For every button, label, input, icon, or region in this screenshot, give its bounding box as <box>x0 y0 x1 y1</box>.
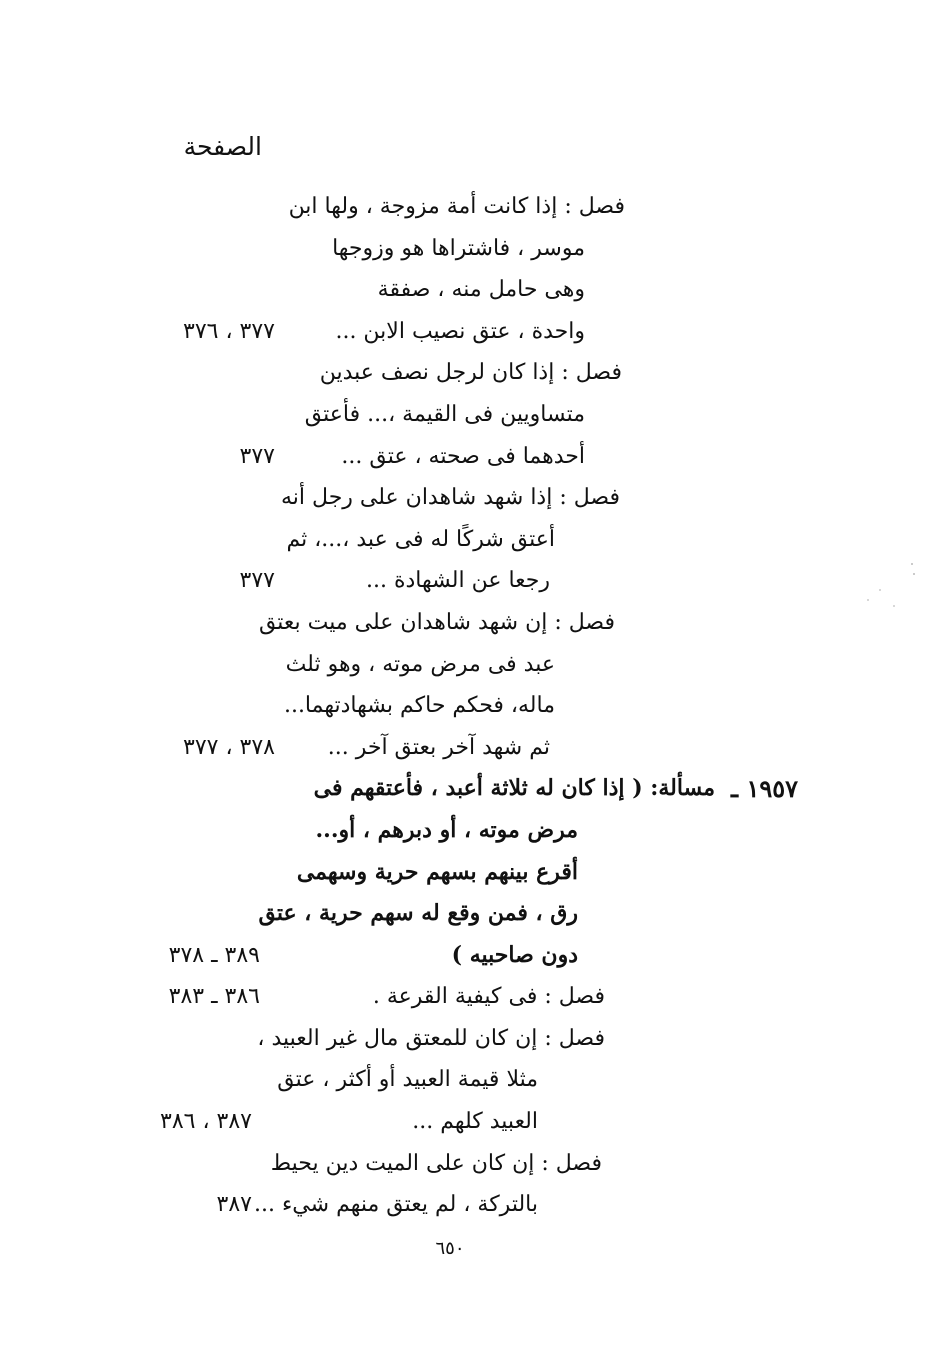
index-line <box>0 727 940 769</box>
index-line <box>0 852 940 894</box>
entry-text: فصل : إذا شهد شاهدان على رجل أنه <box>281 485 620 511</box>
entry-page-ref: ٣٧٧ ، ٣٧٦ <box>183 318 275 344</box>
index-line <box>0 352 940 394</box>
entry-text: واحدة ، عتق نصيب الابن ... <box>335 318 585 344</box>
entry-text: عبد فى مرض موته ، وهو ثلث <box>285 651 555 677</box>
index-line <box>0 935 940 977</box>
entry-text: فصل : إذا كانت أمة مزوجة ، ولها ابن <box>288 194 625 219</box>
index-line <box>0 685 940 727</box>
entry-text: مرض موته ، أو دبرهم ، أو... <box>315 816 578 843</box>
entry-text: فصل : فى كيفية القرعة . <box>372 984 605 1010</box>
entry-page-ref: ٣٨٧ <box>216 1192 252 1218</box>
scan-specks <box>850 560 920 610</box>
entry-text: دون صاحبيه ) <box>451 941 578 968</box>
index-line <box>0 560 940 602</box>
index-line <box>0 810 940 852</box>
index-line <box>0 269 940 311</box>
entry-text: فصل : إن كان على الميت دين يحيط <box>270 1150 602 1176</box>
entry-text: مسألة: ( إذا كان له ثلاثة أعبد ، فأعتقهم فى <box>313 775 715 802</box>
entry-text: موسر ، فاشتراها هو وزوجها <box>332 235 585 261</box>
entry-text: فصل : إن كان للمعتق مال غير العبيد ، <box>257 1025 605 1051</box>
index-line <box>0 394 940 436</box>
entry-page-ref: ٣٨٧ ، ٣٨٦ <box>160 1109 252 1135</box>
index-line <box>0 1018 940 1060</box>
index-line <box>0 186 940 228</box>
entry-page-ref: ٣٧٧ <box>239 443 275 469</box>
entry-page-ref: ٣٧٨ ، ٣٧٧ <box>183 734 275 760</box>
entry-text: فصل : إذا كان لرجل نصف عبدين <box>319 360 622 386</box>
index-entries <box>0 186 940 1226</box>
page-number: ٦٥٠ <box>435 1238 465 1259</box>
index-line <box>0 1184 940 1226</box>
entry-text: رق ، فمن وقع له سهم حرية ، عتق <box>258 900 578 927</box>
entry-page-ref: ٣٨٦ ـ ٣٨٣ <box>168 984 260 1010</box>
entry-text: رجعا عن الشهادة ... <box>366 568 550 594</box>
entry-page-ref: ٣٨٩ ـ ٣٧٨ <box>168 942 260 968</box>
entry-text: أعتق شركًا له فى عبد ،...، ثم <box>286 526 555 552</box>
page-column-header: الصفحة <box>183 132 262 161</box>
index-line <box>0 519 940 561</box>
index-line <box>0 228 940 270</box>
entry-text: أحدهما فى صحته ، عتق ... <box>341 443 585 469</box>
entry-text: متساويين فى القيمة ،... فأعتق <box>304 401 585 427</box>
entry-text: بالتركة ، لم يعتق منهم شيء ... <box>253 1192 538 1218</box>
issue-number: ١٩٥٧ ـ <box>731 774 798 804</box>
index-line <box>0 893 940 935</box>
index-line <box>0 976 940 1018</box>
entry-page-ref: ٣٧٧ <box>239 568 275 594</box>
entry-text: أقرع بينهم بسهم حرية وسهمى <box>296 858 578 885</box>
index-line <box>0 1143 940 1185</box>
index-line <box>0 311 940 353</box>
index-line <box>0 436 940 478</box>
index-line <box>0 1059 940 1101</box>
entry-text: ثم شهد آخر بعتق آخر ... <box>327 734 550 760</box>
entry-text: العبيد كلهم ... <box>412 1109 538 1135</box>
index-line <box>0 1101 940 1143</box>
entry-text: وهى حامل منه ، صفقة <box>377 277 585 303</box>
index-line <box>0 644 940 686</box>
entry-text: مثلا قيمة العبيد أو أكثر ، عتق <box>277 1067 538 1093</box>
entry-text: ماله، فحكم حاكم بشهادتهما... <box>283 693 555 719</box>
index-line <box>0 768 940 810</box>
index-line <box>0 477 940 519</box>
entry-text: فصل : إن شهد شاهدان على ميت بعتق <box>258 609 615 635</box>
index-line <box>0 602 940 644</box>
